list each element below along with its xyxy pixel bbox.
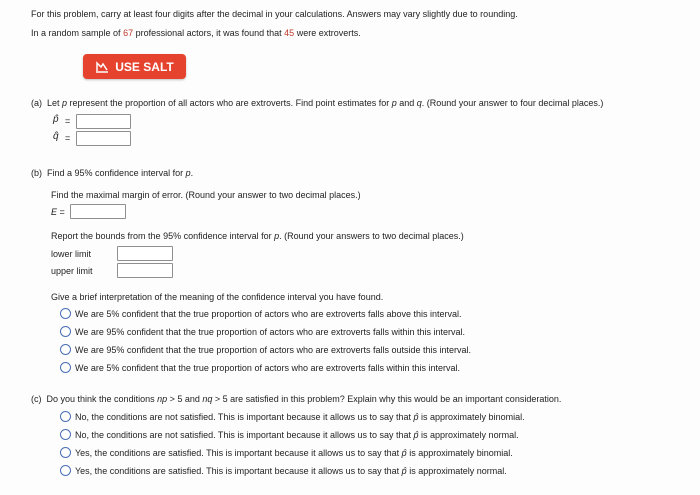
cond-option-2: No, the conditions are not satisfied. This is important because it allows us to say that p̂ is approximately normal. bbox=[75, 430, 519, 440]
intro-line-2: In a random sample of 67 professional actors, it was found that 45 were extroverts. bbox=[31, 28, 361, 38]
bounds-question: Report the bounds from the 95% confidence interval for p. (Round your answers to two decimal places.) bbox=[51, 231, 464, 241]
interp-option-1: We are 5% confident that the true proportion of actors who are extroverts falls above this interval. bbox=[75, 309, 462, 319]
cond-radio-3[interactable] bbox=[60, 447, 71, 458]
salt-icon bbox=[95, 61, 109, 73]
cond-option-3: Yes, the conditions are satisfied. This is important because it allows us to say that p̂ is approximately binomial. bbox=[75, 448, 513, 458]
part-c-question: (c) Do you think the conditions np > 5 and nq > 5 are satisfied in this problem? Explain why this would be an important consideration. bbox=[31, 394, 562, 404]
interp-radio-2[interactable] bbox=[60, 326, 71, 337]
interpretation-question: Give a brief interpretation of the meaning of the confidence interval you have found. bbox=[51, 292, 384, 302]
upper-limit-input[interactable] bbox=[117, 263, 173, 278]
q-hat-input[interactable] bbox=[76, 131, 131, 146]
use-salt-label: USE SALT bbox=[115, 59, 174, 74]
extrovert-count: 45 bbox=[284, 28, 295, 38]
lower-limit-label: lower limit bbox=[51, 249, 92, 259]
margin-of-error-input[interactable] bbox=[70, 204, 126, 219]
interp-radio-1[interactable] bbox=[60, 308, 71, 319]
cond-option-1: No, the conditions are not satisfied. This is important because it allows us to say that p̂ is approximately binomial. bbox=[75, 412, 525, 422]
cond-radio-4[interactable] bbox=[60, 465, 71, 476]
interp-radio-3[interactable] bbox=[60, 344, 71, 355]
cond-radio-1[interactable] bbox=[60, 411, 71, 422]
cond-option-4: Yes, the conditions are satisfied. This is important because it allows us to say that p̂ is approximately normal. bbox=[75, 466, 507, 476]
margin-question: Find the maximal margin of error. (Round your answer to two decimal places.) bbox=[51, 190, 361, 200]
lower-limit-input[interactable] bbox=[117, 246, 173, 261]
p-hat-input[interactable] bbox=[76, 114, 131, 129]
use-salt-button[interactable] bbox=[83, 54, 186, 79]
p-hat-label: p̂ bbox=[53, 114, 59, 125]
q-hat-label: q̂ bbox=[53, 131, 59, 142]
interp-option-4: We are 5% confident that the true proportion of actors who are extroverts falls within this interval. bbox=[75, 363, 461, 373]
interp-option-2: We are 95% confident that the true proportion of actors who are extroverts falls within this interval. bbox=[75, 327, 466, 337]
sample-size: 67 bbox=[123, 28, 134, 38]
interp-option-3: We are 95% confident that the true proportion of actors who are extroverts falls outside this interval. bbox=[75, 345, 472, 355]
part-a-question: (a) Let p represent the proportion of all actors who are extroverts. Find point estimates for p and q. (Round your answer to four decimal places.) bbox=[31, 98, 604, 108]
interp-radio-4[interactable] bbox=[60, 362, 71, 373]
part-b-question: (b) Find a 95% confidence interval for p. bbox=[31, 168, 194, 178]
upper-limit-label: upper limit bbox=[51, 266, 93, 276]
intro-line-1: For this problem, carry at least four digits after the decimal in your calculations. Answers may vary slightly due to rounding. bbox=[31, 9, 518, 19]
p-hat-equals: = bbox=[65, 116, 71, 126]
cond-radio-2[interactable] bbox=[60, 429, 71, 440]
e-label: E = bbox=[51, 207, 65, 217]
q-hat-equals: = bbox=[65, 133, 71, 143]
